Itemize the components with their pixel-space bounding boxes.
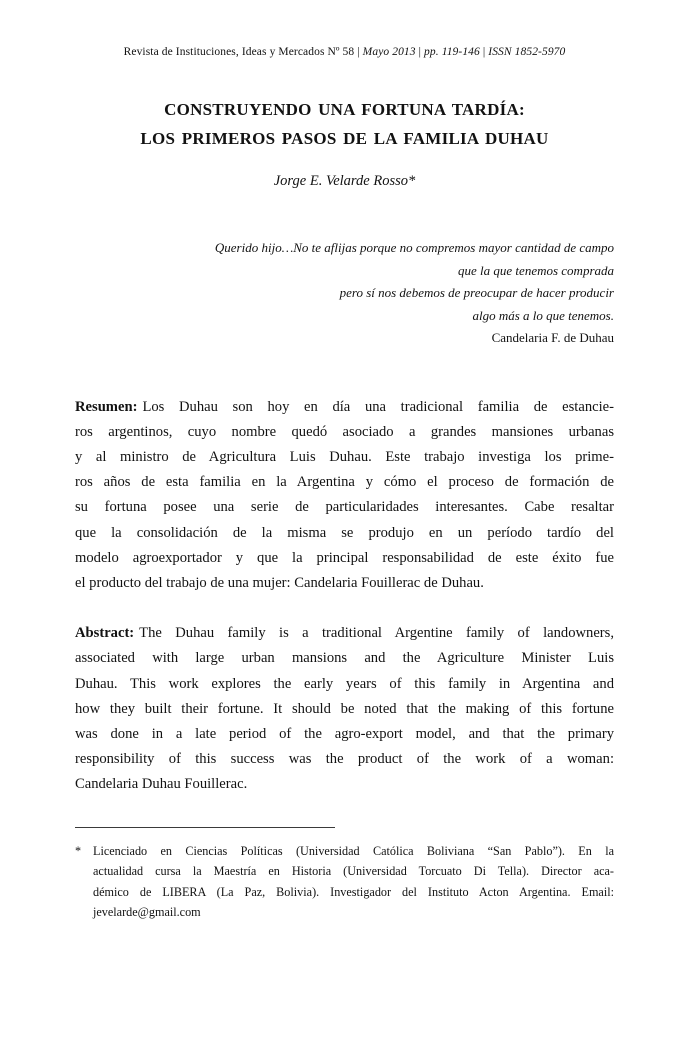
abstract-line: was done in a late period of the agro-export model, and that the primary: [75, 725, 614, 742]
resumen-line: el producto del trabajo de una mujer: Candelaria Fouillerac de Duhau.: [75, 574, 484, 591]
journal-header: [75, 45, 614, 59]
header-separator: |: [357, 46, 360, 58]
footnote: [75, 827, 614, 923]
resumen-line: [75, 395, 614, 420]
footnote-body: [75, 841, 614, 923]
abstract-line: [75, 621, 614, 646]
footnote-mark: *: [75, 843, 82, 858]
footnote-line: Licenciado en Ciencias Políticas (Universidad Católica Boliviana “San Pablo”). En la: [93, 843, 614, 858]
epigraph-line: algo más a lo que tenemos.: [472, 307, 614, 323]
abstract-line: Candelaria Duhau Fouillerac.: [75, 776, 248, 793]
abstract-line: responsibility of this success was the product of the work of a woman:: [75, 751, 614, 768]
abstract-line: how they built their fortune. It should be noted that the making of this fortune: [75, 700, 614, 717]
resumen-line: que la consolidación de la misma se produjo en un período tardío del: [75, 524, 614, 541]
abstract-line: Duhau. This work explores the early years of this family in Argentina and: [75, 675, 614, 692]
abstract-line: associated with large urban mansions and the Agriculture Minister Luis: [75, 650, 614, 667]
epigraph: [75, 237, 614, 350]
resumen-label: Resumen:: [75, 398, 138, 415]
abstract-label: Abstract:: [75, 625, 135, 642]
issn: ISSN 1852-5970: [488, 46, 566, 58]
epigraph-line: pero sí nos debemos de preocupar de hacer producir: [339, 285, 614, 300]
abstract-line-text: The Duhau family is a traditional Argentine family of landowners,: [139, 625, 614, 642]
footnote-line: actualidad cursa la Maestría en Historia (Universidad Torcuato Di Tella). Director aca-: [93, 864, 614, 879]
resumen-line: ros años de esta familia en la Argentina y cómo el proceso de formación de: [75, 474, 614, 491]
footnote-rule: [75, 827, 335, 828]
footnote-line: démico de LIBERA (La Paz, Bolivia). Investigador del Instituto Acton Argentina. Email:: [93, 884, 614, 899]
author-line: [75, 171, 614, 191]
resumen-line-text: Los Duhau son hoy en día una tradicional familia de estancie-: [142, 398, 614, 415]
footnote-email: jevelarde@gmail.com: [93, 905, 201, 920]
resumen-paragraph: [75, 395, 614, 597]
header-separator: |: [418, 46, 422, 58]
resumen-line: y al ministro de Agricultura Luis Duhau. Este trabajo investiga los prime-: [75, 448, 614, 465]
page-range: pp. 119-146: [424, 46, 480, 58]
author-footnote-mark: *: [407, 173, 416, 189]
issue-date: Mayo 2013: [362, 46, 416, 58]
epigraph-attribution: Candelaria F. de Duhau: [491, 330, 614, 345]
article-title: [75, 95, 614, 153]
resumen-line: ros argentinos, cuyo nombre quedó asociado a grandes mansiones urbanas: [75, 423, 614, 440]
header-separator: |: [482, 46, 486, 58]
abstract-paragraph: [75, 621, 614, 797]
resumen-line: modelo agroexportador y que la principal responsabilidad de este éxito fue: [75, 549, 614, 566]
epigraph-line: que la que tenemos comprada: [458, 262, 614, 278]
journal-name: Revista de Instituciones, Ideas y Mercados Nº 58: [123, 46, 355, 58]
resumen-line: su fortuna posee una serie de particularidades interesantes. Cabe resaltar: [75, 499, 614, 516]
author-name: Jorge E. Velarde Rosso: [273, 173, 408, 189]
article-title-line-2: LOS PRIMEROS PASOS DE LA FAMILIA DUHAU: [140, 129, 549, 148]
epigraph-line: Querido hijo…No te aflijas porque no compremos mayor cantidad de campo: [214, 240, 614, 255]
article-title-line-1: CONSTRUYENDO UNA FORTUNA TARDÍA:: [164, 100, 525, 119]
